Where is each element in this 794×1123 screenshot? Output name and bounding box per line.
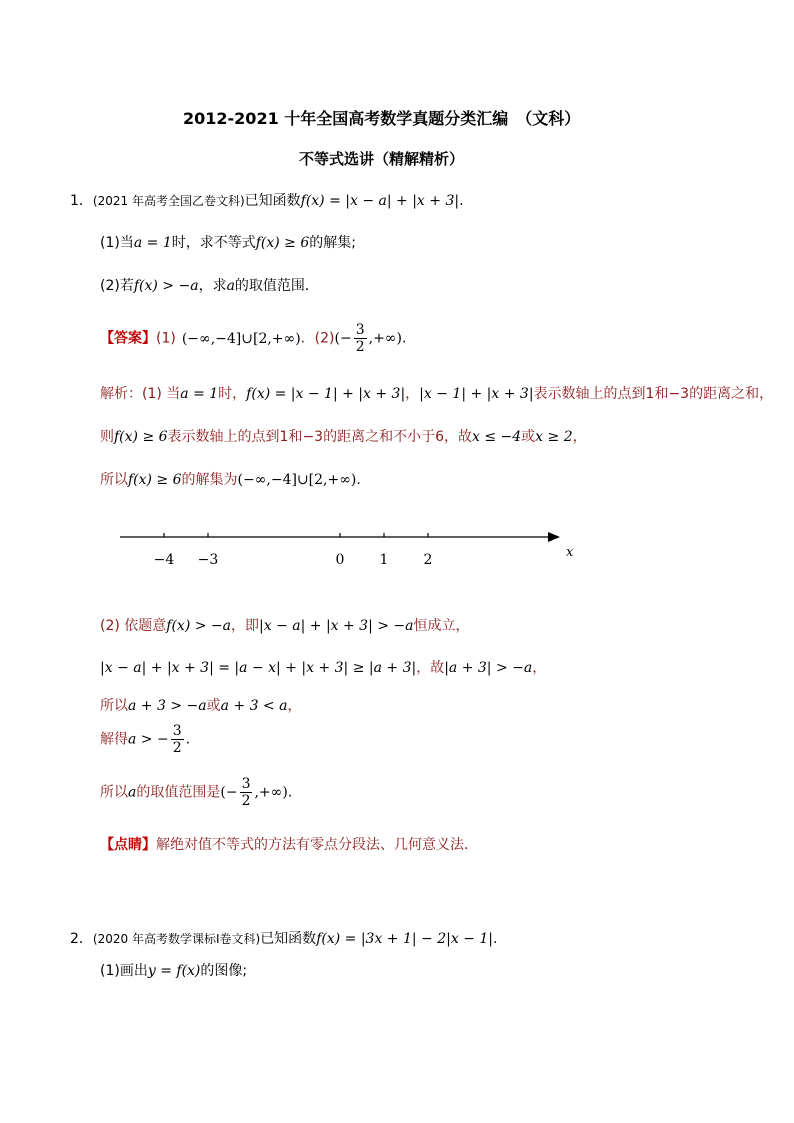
solution-text: 或	[521, 429, 536, 445]
solution-text: 的取值范围是	[136, 784, 221, 801]
fraction	[171, 723, 184, 756]
solution-text: 表示数轴上的点到1和−3的距离之和不小于6，故	[167, 429, 472, 445]
solution-text: .	[185, 731, 191, 748]
answer-tag: 【答案】	[100, 330, 156, 347]
solution-line-2	[100, 426, 587, 446]
math-inline: a + 3 < a	[220, 698, 288, 714]
page-title: 2012-2021 十年全国高考数学真题分类汇编 （文科）	[183, 109, 581, 128]
math-inline: |x − 1| + |x + 3|	[419, 386, 534, 402]
tick-label-3: 1	[379, 552, 389, 568]
number-line	[0, 520, 794, 580]
question-2-part-1	[100, 960, 247, 980]
solution-text: ，故	[416, 660, 445, 676]
fraction	[240, 776, 253, 809]
solution-text: 所以	[100, 472, 128, 488]
solution-text: 则	[100, 429, 114, 445]
part-text: 时，求不等式	[171, 235, 256, 251]
part2-line-1	[100, 615, 470, 635]
solution-line-3	[100, 469, 361, 489]
solution-text: 所以	[100, 698, 128, 714]
fraction	[354, 322, 367, 355]
stem-end: .	[493, 931, 498, 947]
math-inline: f(x) = |x − 1| + |x + 3|	[246, 386, 406, 402]
page-subtitle: 不等式选讲（精解精析）	[299, 150, 465, 168]
question-1-stem	[70, 190, 464, 210]
math-inline: f(x) ≥ 6	[255, 235, 310, 251]
stem-text: 已知函数	[244, 193, 301, 209]
stem-text: 已知函数	[260, 931, 317, 947]
solution-text: (2) 依题意	[100, 618, 167, 634]
math-inline: |x − a| + |x + 3| = |a − x| + |x + 3| ≥ |a + 3|	[100, 660, 417, 676]
solution-text: 或	[206, 698, 221, 714]
math-inline: y = f(x)	[147, 963, 201, 979]
solution-text: ，	[572, 429, 587, 445]
part2-line-4	[100, 723, 190, 756]
part-text: ，求	[198, 278, 227, 294]
answer-2-close: ,+∞)	[368, 330, 402, 347]
math-inline: f(x) ≥ 6	[128, 472, 182, 488]
math-inline: x ≤ −4	[472, 429, 522, 445]
math-inline: f(x) > −a	[133, 278, 199, 294]
fraction-denominator: 2	[241, 793, 251, 809]
question-1-part-2	[100, 275, 319, 295]
solution-text: ，	[405, 386, 420, 402]
solution-text: 表示数轴上的点到1和−3的距离之和，	[533, 386, 774, 402]
question-source: (2021 年高考全国乙卷文科)	[92, 194, 245, 208]
solution-label: 解析：(1) 当	[100, 386, 181, 402]
tick-label-4: 2	[423, 552, 433, 568]
math-inline: f(x) ≥ 6	[114, 429, 168, 445]
answer-1: (−∞,−4]∪[2,+∞)	[181, 330, 301, 347]
math-inline: |x − a| + |x + 3| > −a	[259, 618, 414, 634]
answer-line	[100, 322, 406, 355]
math-inline: f(x) > −a	[166, 618, 231, 634]
part-text: 的图像;	[200, 963, 248, 979]
question-2-stem	[70, 928, 497, 948]
function-expression: f(x) = |3x + 1| − 2|x − 1|	[316, 931, 493, 947]
answer-2-open: (−	[334, 330, 352, 347]
tick-label-2: 0	[335, 552, 345, 568]
math-inline: a	[226, 278, 235, 294]
part2-line-5	[100, 776, 292, 809]
part-text: 的解集;	[309, 235, 356, 251]
fraction-numerator: 3	[355, 322, 365, 338]
part-label: (1)画出	[100, 963, 148, 979]
number-line-ticks	[154, 533, 433, 568]
solution-text: .	[287, 784, 293, 801]
math-inline: a	[128, 784, 137, 801]
solution-text: ，	[287, 698, 302, 714]
solution-line-1	[100, 383, 773, 403]
comment-line	[100, 834, 478, 854]
question-1-part-1	[100, 232, 356, 252]
answer-end: .	[401, 330, 407, 347]
axis-label: x	[566, 545, 574, 560]
tick-label-1: −3	[197, 552, 219, 568]
fraction-numerator: 3	[241, 776, 251, 792]
solution-text: 恒成立，	[413, 618, 470, 634]
fraction-numerator: 3	[172, 723, 182, 739]
comment-text: 解绝对值不等式的方法有零点分段法、几何意义法．	[156, 837, 478, 853]
fraction-denominator: 2	[355, 339, 365, 355]
fraction-denominator: 2	[172, 740, 182, 756]
solution-text: 所以	[100, 784, 128, 801]
solution-text: ，	[532, 660, 547, 676]
math-inline: |a + 3| > −a	[444, 660, 533, 676]
math-inline: x ≥ 2	[535, 429, 573, 445]
math-inline: ,+∞)	[254, 784, 288, 801]
arrow-right-icon	[548, 532, 560, 542]
solution-text: 解得	[100, 731, 128, 748]
part2-line-3	[100, 695, 301, 715]
answer-sep: ．(2)	[300, 330, 335, 347]
solution-text: 的解集为	[181, 472, 238, 488]
question-number: 2．	[70, 931, 93, 947]
question-number: 1．	[70, 193, 93, 209]
part-text: 的取值范围．	[234, 278, 319, 294]
tick-label-0: −4	[153, 552, 175, 568]
solution-text: 时，	[218, 386, 247, 402]
part-label: (1)当	[100, 235, 134, 251]
solution-text: ，即	[231, 618, 259, 634]
function-expression: f(x) = |x − a| + |x + 3|	[300, 193, 460, 209]
comment-tag: 【点睛】	[100, 837, 156, 853]
math-inline: a = 1	[180, 386, 219, 402]
stem-end: .	[459, 193, 464, 209]
math-inline: a = 1	[133, 235, 172, 251]
answer-label: (1)	[156, 330, 176, 347]
question-source: (2020 年高考数学课标Ⅰ卷文科)	[92, 932, 261, 946]
math-inline: (−∞,−4]∪[2,+∞)	[237, 472, 357, 488]
math-inline: a > −	[128, 731, 169, 748]
math-inline: a + 3 > −a	[128, 698, 207, 714]
math-inline: (−	[220, 784, 238, 801]
part-label: (2)若	[100, 278, 134, 294]
solution-text: .	[356, 472, 361, 488]
part2-line-2	[100, 657, 546, 677]
